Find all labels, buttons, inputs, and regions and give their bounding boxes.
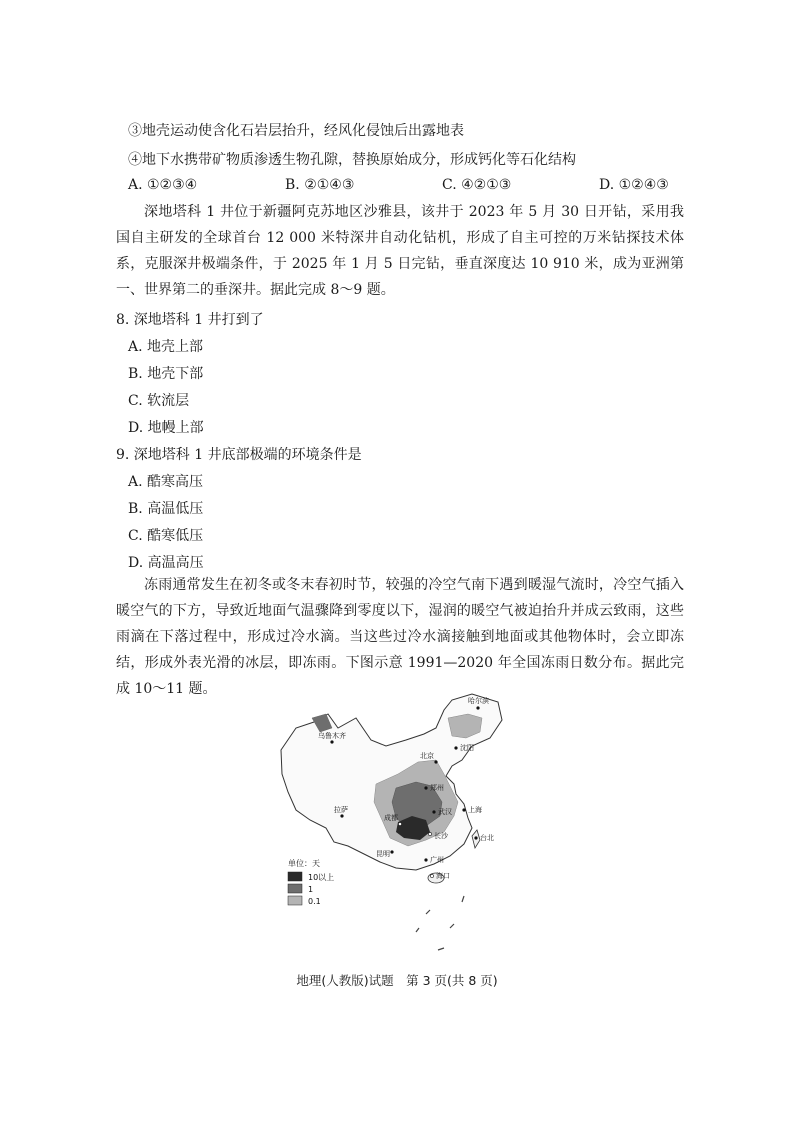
city-label: 沈阳 <box>460 744 474 752</box>
question-9-stem: 9. 深地塔科 1 井底部极端的环境条件是 <box>116 447 362 463</box>
south-china-sea-islands <box>416 896 464 950</box>
map-legend <box>288 858 334 906</box>
city-label: 昆明 <box>376 850 390 858</box>
city-label: 长沙 <box>434 832 448 840</box>
question-7-choices <box>128 177 688 193</box>
q9-option-c: C. 酷寒低压 <box>128 528 204 544</box>
city-label: 拉萨 <box>334 806 348 814</box>
statement-4: ④地下水携带矿物质渗透生物孔隙，替换原始成分，形成钙化等石化结构 <box>128 152 576 168</box>
q8-option-a: A. 地壳上部 <box>128 339 204 355</box>
city-label: 广州 <box>430 856 444 864</box>
passage-freezing-rain: 冻雨通常发生在初冬或冬末春初时节，较强的冷空气南下遇到暖湿气流时，冷空气插入暖空气的下方，导致近地面气温骤降到零度以下，湿润的暖空气被迫抬升并成云致雨，这些雨滴在下落过程中，形成过冷水滴。当这些过冷水滴接触到地面或其他物体时，会立即冻结，形成外表光滑的冰层，即冻雨。下图示意 1991—2020 年全国冻雨日数分布。据此完成 10～11 题。 <box>116 577 684 697</box>
city-label: 台北 <box>480 834 494 842</box>
legend-title: 单位：天 <box>288 859 320 868</box>
choice-d: D. ①②④③ <box>599 177 669 193</box>
q9-option-d: D. 高温高压 <box>128 555 204 571</box>
city-label: 北京 <box>420 752 434 760</box>
city-label: 乌鲁木齐 <box>318 732 346 740</box>
city-label: 武汉 <box>438 808 452 816</box>
q8-option-c: C. 软流层 <box>128 393 190 409</box>
q9-option-a: A. 酷寒高压 <box>128 474 204 490</box>
city-label: 海口 <box>436 872 450 880</box>
city-label: 成都 <box>384 814 398 822</box>
choice-a: A. ①②③④ <box>128 177 198 193</box>
legend-item: 0.1 <box>308 897 321 906</box>
legend-item: 1 <box>308 885 314 894</box>
city-label: 郑州 <box>430 784 444 792</box>
q9-option-b: B. 高温低压 <box>128 501 204 517</box>
q8-option-b: B. 地壳下部 <box>128 366 204 382</box>
page-footer: 地理(人教版)试题 第 3 页(共 8 页) <box>296 973 498 988</box>
statement-3: ③地壳运动使含化石岩层抬升，经风化侵蚀后出露地表 <box>128 123 464 139</box>
city-label: 上海 <box>468 806 482 814</box>
question-8-stem: 8. 深地塔科 1 井打到了 <box>116 312 264 328</box>
choice-c: C. ④②①③ <box>442 177 512 193</box>
q8-option-d: D. 地幔上部 <box>128 420 204 436</box>
freezing-rain-map <box>276 688 526 958</box>
city-label: 哈尔滨 <box>468 697 489 705</box>
choice-b: B. ②①④③ <box>285 177 355 193</box>
legend-item: 10以上 <box>308 873 335 882</box>
passage-drilling: 深地塔科 1 井位于新疆阿克苏地区沙雅县，该井于 2023 年 5 月 30 日开钻，采用我国自主研发的全球首台 12 000 米特深井自动化钻机，形成了自主可控的万米钻探技术体系，克服深井极端条件，于 2025 年 1 月 5 日完钻，垂直深度达 10 910 米，成为亚洲第一、世界第二的垂深井。据此完成 8～9 题。 <box>116 204 684 298</box>
